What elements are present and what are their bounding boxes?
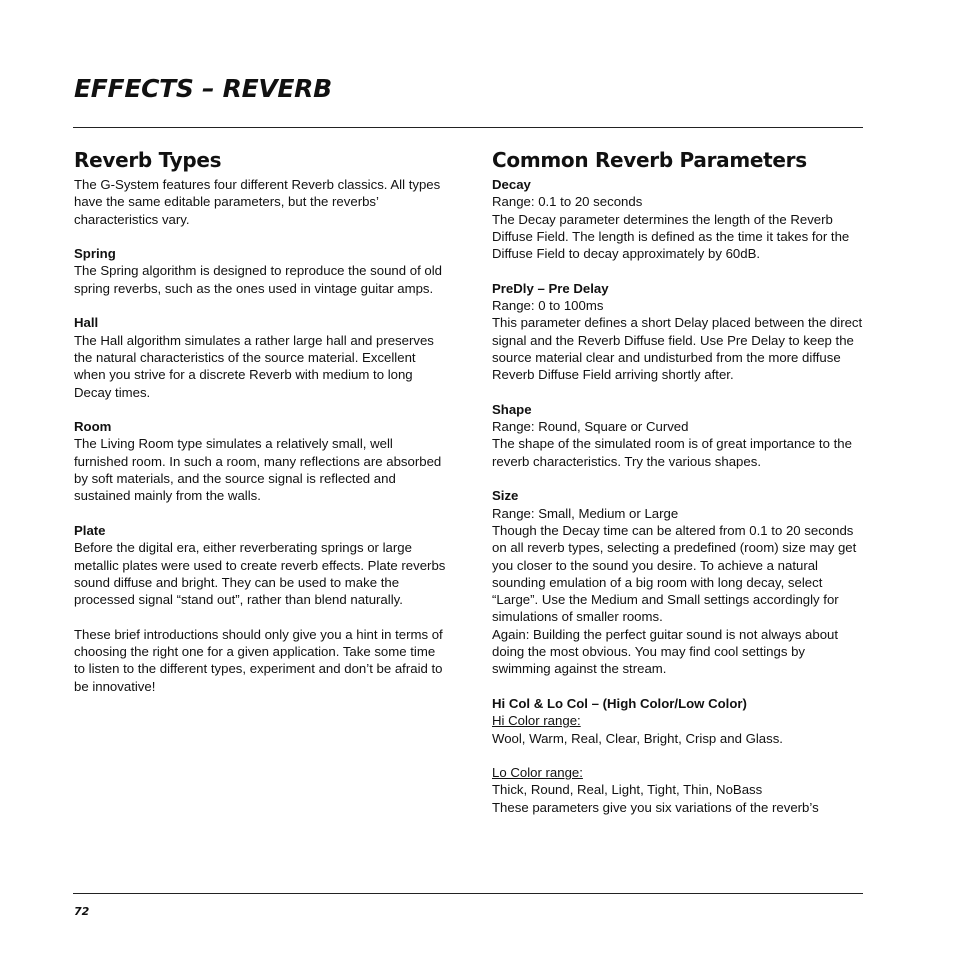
decay-section [492, 176, 864, 262]
page-number: 72 [74, 905, 90, 918]
size-section [492, 487, 864, 677]
decay-title: Decay [492, 177, 531, 192]
size-title: Size [492, 488, 519, 504]
header-divider [73, 127, 863, 128]
plate-section [74, 522, 446, 608]
color-text: These parameters give you six variations of the reverb’s [492, 799, 819, 815]
lo-color-section [492, 764, 864, 816]
predelay-range: Range: 0 to 100ms [492, 298, 604, 314]
plate-text: Before the digital era, either reverberating springs or large metallic plates were used to create reverb effects. Plate reverbs sound diffuse and bright. They can be used to make the processed signal “stand out”, rather than blend naturally. [74, 540, 446, 608]
spring-text: The Spring algorithm is designed to reproduce the sound of old spring reverbs, such as the ones used in vintage guitar amps. [74, 263, 443, 296]
size-text-2: Again: Building the perfect guitar sound is not always about doing the most obvious. You may find cool settings by swimming against the stream. [492, 626, 839, 677]
lo-color-label: Lo Color range: [492, 765, 583, 781]
color-section [492, 695, 864, 747]
predelay-title: PreDly – Pre Delay [492, 280, 609, 296]
hall-section [74, 314, 446, 400]
lo-color-values: Thick, Round, Real, Light, Tight, Thin, NoBass [492, 782, 763, 798]
hall-title: Hall [74, 315, 99, 331]
reverb-types-column [74, 146, 446, 712]
reverb-types-heading: Reverb Types [74, 148, 222, 172]
predelay-text: This parameter defines a short Delay placed between the direct signal and the Reverb Diffuse field. Use Pre Delay to keep the source material clear and undisturbed from the more diffuse Reverb Diffuse Field arriving shortly after. [492, 315, 863, 383]
hi-color-values: Wool, Warm, Real, Clear, Bright, Crisp and Glass. [492, 730, 783, 746]
plate-title: Plate [74, 522, 106, 538]
room-text: The Living Room type simulates a relatively small, well furnished room. In such a room, many reflections are absorbed by soft materials, and the source signal is reflected and sustained mainly from the walls. [74, 436, 442, 504]
size-range: Range: Small, Medium or Large [492, 505, 679, 521]
room-section [74, 418, 446, 504]
shape-text: The shape of the simulated room is of great importance to the reverb characteristics. Try the various shapes. [492, 436, 852, 469]
shape-range: Range: Round, Square or Curved [492, 419, 689, 435]
decay-range: Range: 0.1 to 20 seconds [492, 194, 643, 210]
reverb-parameters-column [492, 146, 864, 833]
shape-section [492, 401, 864, 470]
hi-color-label: Hi Color range: [492, 713, 581, 729]
footer-divider [73, 893, 863, 894]
size-text-1: Though the Decay time can be altered from 0.1 to 20 seconds on all reverb types, selecting a predefined (room) size may get you closer to the sound you desire. To achieve a natural sounding emulation of a big room with long decay, select “Large”. Use the Medium and Small settings accordingly for simulations of smaller rooms. [492, 522, 857, 625]
predelay-section [492, 280, 864, 384]
decay-text: The Decay parameter determines the length of the Reverb Diffuse Field. The length is defined as the time it takes for the Diffuse Field to decay approximately by 60dB. [492, 211, 850, 262]
hall-text: The Hall algorithm simulates a rather large hall and preserves the natural characteristics of the source material. Excellent when you strive for a discrete Reverb with medium to long Decay times. [74, 332, 434, 400]
room-title: Room [74, 419, 112, 435]
reverb-types-intro: The G-System features four different Reverb classics. All types have the same editable parameters, but the reverbs’ characteristics vary. [74, 177, 441, 227]
shape-title: Shape [492, 401, 532, 417]
spring-section [74, 245, 446, 297]
color-title: Hi Col & Lo Col – (High Color/Low Color) [492, 695, 747, 711]
spring-title: Spring [74, 246, 116, 262]
page-title: EFFECTS – REVERB [74, 74, 332, 103]
reverb-types-closing: These brief introductions should only give you a hint in terms of choosing the right one for a given application. Take some time to listen to the different types, experiment and don’t be afraid to be innovative! [74, 626, 443, 694]
reverb-parameters-heading: Common Reverb Parameters [492, 148, 807, 172]
